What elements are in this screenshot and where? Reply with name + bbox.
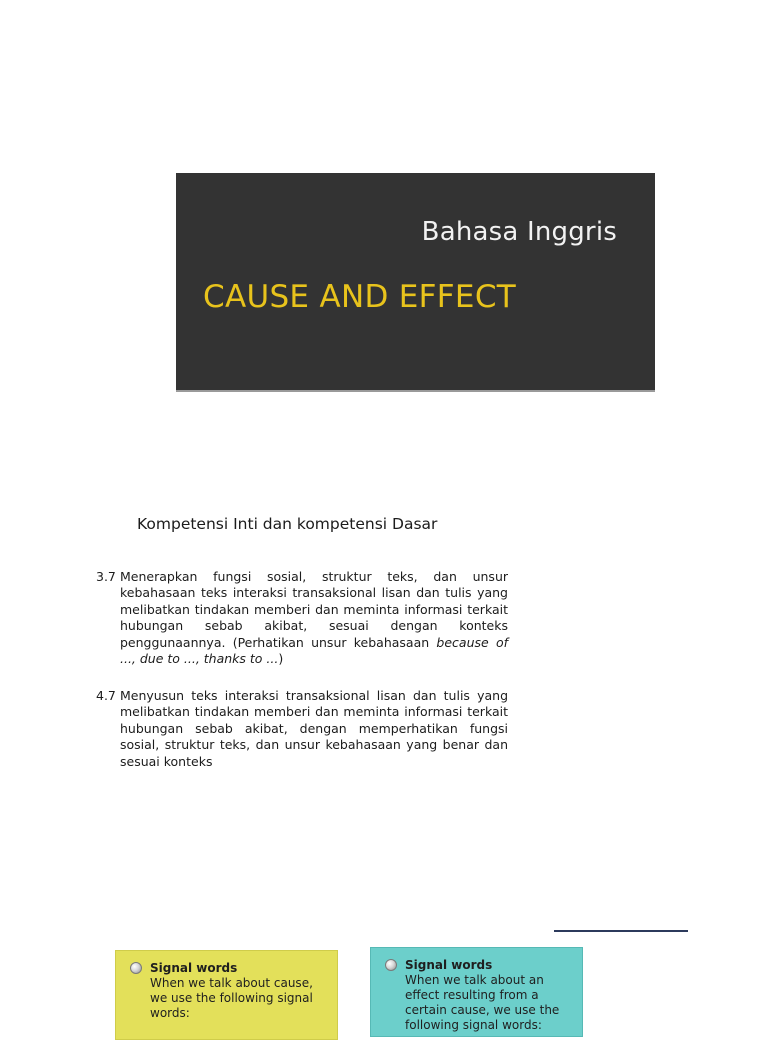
card-body: When we talk about an effect resulting from a certain cause, we use the following signal words: bbox=[405, 973, 560, 1032]
signal-words-cause-card bbox=[115, 950, 338, 1040]
divider-line bbox=[554, 930, 688, 932]
kompetensi-text bbox=[120, 569, 508, 667]
kompetensi-number: 4.7 bbox=[96, 688, 116, 703]
kompetensi-text-italic: because of ..., due to ..., thanks to ... bbox=[120, 634, 508, 667]
kompetensi-item bbox=[96, 688, 508, 770]
card-body: When we talk about cause, we use the following signal words: bbox=[150, 976, 313, 1020]
bullet-icon bbox=[385, 959, 397, 971]
card-title: Signal words bbox=[405, 958, 493, 972]
signal-words-effect-card bbox=[370, 947, 583, 1037]
title-banner bbox=[176, 173, 655, 392]
banner-subtitle: Bahasa Inggris bbox=[421, 217, 617, 247]
banner-title: CAUSE AND EFFECT bbox=[203, 279, 516, 315]
kompetensi-item bbox=[96, 569, 508, 667]
kompetensi-text-main: Menerapkan fungsi sosial, struktur teks, dan unsur kebahasaan teks interaksi transaksional lisan dan tulis yang melibatkan tindakan memberi dan meminta informasi terkait hubungan sebab akibat, sesuai dengan konteks penggunaannya. (Perhatikan unsur kebahasaan bbox=[120, 569, 508, 650]
bullet-icon bbox=[130, 962, 142, 974]
kompetensi-text-end: ) bbox=[278, 651, 284, 667]
card-title: Signal words bbox=[150, 961, 238, 975]
kompetensi-number: 3.7 bbox=[96, 569, 116, 584]
kompetensi-text: Menyusun teks interaksi transaksional lisan dan tulis yang melibatkan tindakan memberi dan meminta informasi terkait hubungan sebab akibat, dengan memperhatikan fungsi sosial, struktur teks, dan unsur kebahasaan yang benar dan sesuai konteks bbox=[120, 688, 508, 769]
kompetensi-heading: Kompetensi Inti dan kompetensi Dasar bbox=[137, 515, 438, 533]
